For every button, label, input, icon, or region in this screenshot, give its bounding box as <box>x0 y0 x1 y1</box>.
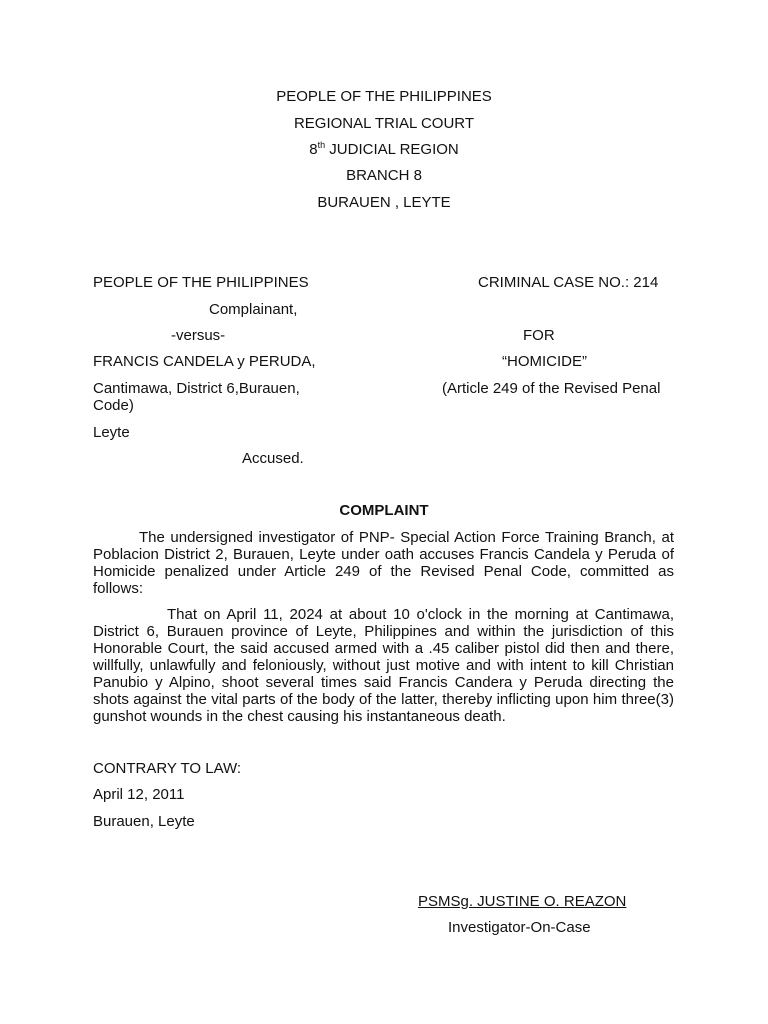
caption-code-line: Code) <box>93 397 134 414</box>
caption-accused-address-2: Leyte <box>93 424 130 441</box>
header-region-label: JUDICIAL REGION <box>325 141 459 158</box>
header-region-ordinal: th <box>317 140 326 150</box>
header-location: BURAUEN , LEYTE <box>317 194 451 211</box>
case-number: CRIMINAL CASE NO.: 214 <box>478 274 659 291</box>
signatory-role: Investigator-On-Case <box>448 919 591 936</box>
case-offense: “HOMICIDE” <box>502 353 587 370</box>
header-judicial-region <box>0 141 768 158</box>
caption-party: PEOPLE OF THE PHILIPPINES <box>93 274 309 291</box>
caption-complainant-label: Complainant, <box>209 301 298 318</box>
caption-versus: -versus- <box>171 327 226 344</box>
case-for-label: FOR <box>523 327 555 344</box>
case-article: (Article 249 of the Revised Penal <box>442 380 661 397</box>
caption-accused-address-1: Cantimawa, District 6,Burauen, <box>93 380 300 397</box>
contrary-to-law: CONTRARY TO LAW: <box>93 760 242 777</box>
complaint-date: April 12, 2011 <box>93 786 185 803</box>
complaint-place: Burauen, Leyte <box>93 813 195 830</box>
caption-accused-name: FRANCIS CANDELA y PERUDA, <box>93 353 316 370</box>
header-region-number: 8 <box>309 141 318 158</box>
caption-accused-label: Accused. <box>242 450 304 467</box>
header-branch: BRANCH 8 <box>346 167 422 184</box>
header-court-name: REGIONAL TRIAL COURT <box>293 115 475 132</box>
complaint-paragraph-1: The undersigned investigator of PNP- Special Action Force Training Branch, at Poblacion District 2, Burauen, Leyte under oath accuses Francis Candela y Peruda of Homicide penalized under Article 249 of the Revised Penal Code, committed as follows: <box>93 529 674 597</box>
complaint-title: COMPLAINT <box>339 502 429 519</box>
header-court-party: PEOPLE OF THE PHILIPPINES <box>276 88 492 105</box>
complaint-paragraph-2: That on April 11, 2024 at about 10 o'clock in the morning at Cantimawa, District 6, Burauen province of Leyte, Philippines and within the jurisdiction of this Honorable Court, the said accused armed with a .45 caliber pistol did then and there, willfully, unlawfully and feloniously, without just motive and with intent to kill Christian Panubio y Alpino, shoot several times said Francis Candera y Peruda directing the shots against the vital parts of the body of the latter, thereby inflicting upon him three(3) gunshot wounds in the chest causing his instantaneous death. <box>93 606 674 725</box>
signatory-name: PSMSg. JUSTINE O. REAZON <box>418 893 627 910</box>
